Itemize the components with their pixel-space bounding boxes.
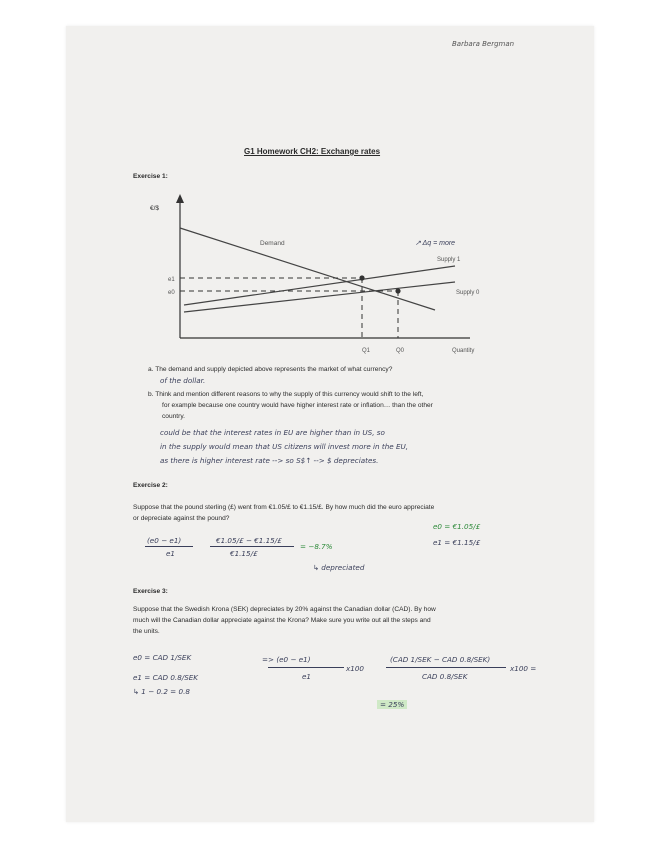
exercise2-formula-den: e1 [166, 549, 175, 558]
supply0-curve [184, 282, 455, 312]
q1-label: Q1 [362, 348, 371, 354]
supply1-curve [184, 266, 455, 305]
exercise2-calc-den: €1.15/£ [230, 549, 258, 558]
graph-handwritten-note: ↗ Δq = more [415, 240, 456, 247]
equilibrium-point-1 [359, 275, 364, 280]
answer-1b-line2: in the supply would mean that US citizens will invest more in the EU, [160, 442, 409, 451]
exercise3-question-line2: much will the Canadian dollar appreciate against the Krona? Make sure you write out all the steps and [133, 617, 431, 624]
exercise2-question-line2: or depreciate against the pound? [133, 515, 230, 522]
demand-label: Demand [260, 240, 285, 247]
document-title: G1 Homework CH2: Exchange rates [244, 147, 381, 156]
exercise2-result: = −8.7% [300, 542, 333, 551]
e1-label: e1 [168, 277, 175, 283]
exercise2-calc-num: €1.05/£ − €1.15/£ [216, 536, 282, 545]
exercise2-conclusion: ↳ depreciated [313, 563, 365, 572]
exercise3-question-line3: the units. [133, 628, 160, 635]
exercise3-formula-num: => (e0 − e1) [262, 655, 311, 664]
exercise3-calc-den: CAD 0.8/SEK [422, 672, 468, 681]
equilibrium-point-0 [395, 288, 400, 293]
exercise3-e1: e1 = CAD 0.8/SEK [133, 673, 199, 682]
exercise3-heading: Exercise 3: [133, 588, 168, 595]
answer-1b-line3: as there is higher interest rate --> so S$↑ --> $ depreciates. [160, 456, 379, 465]
e0-label: e0 [168, 290, 175, 296]
y-axis-label: €/$ [150, 205, 160, 212]
question-1b-line2: for example because one country would have higher interest rate or inflation… than the other [162, 402, 433, 409]
exercise2-heading: Exercise 2: [133, 482, 168, 489]
exercise3-formula-bar [268, 667, 344, 668]
exercise3-e0: e0 = CAD 1/SEK [133, 653, 192, 662]
question-1b-line3: country. [162, 413, 185, 420]
supply-demand-graph [150, 190, 490, 360]
supply0-label: Supply 0 [456, 290, 480, 296]
exercise2-question-line1: Suppose that the pound sterling (£) went from €1.05/£ to €1.15/£. By how much did the euro appreciate [133, 504, 435, 511]
answer-1a: of the dollar. [160, 376, 206, 385]
exercise3-x100-end: x100 = [510, 664, 537, 673]
exercise2-formula-bar [145, 546, 193, 547]
exercise2-formula-num: (e0 − e1) [147, 536, 182, 545]
exercise3-calc-bar [386, 667, 506, 668]
question-1a: a. The demand and supply depicted above represents the market of what currency? [148, 366, 393, 373]
question-1b-line1: b. Think and mention different reasons to why the supply of this currency would shift to the left, [148, 391, 424, 398]
document-page [66, 26, 594, 822]
supply1-label: Supply 1 [437, 257, 461, 263]
exercise3-calc-num: (CAD 1/SEK − CAD 0.8/SEK) [390, 655, 491, 664]
demand-curve [180, 228, 435, 310]
exercise2-given-e0: e0 = €1.05/£ [433, 522, 481, 531]
x-axis-label: Quantity [452, 348, 475, 354]
y-axis-arrow [176, 194, 184, 203]
exercise3-question-line1: Suppose that the Swedish Krona (SEK) depreciates by 20% against the Canadian dollar (CAD). By how [133, 606, 436, 613]
exercise3-result: = 25% [377, 700, 407, 709]
exercise2-calc-bar [210, 546, 294, 547]
exercise3-x100: x100 [346, 664, 364, 673]
q0-label: Q0 [396, 348, 405, 354]
exercise2-given-e1: e1 = €1.15/£ [433, 538, 481, 547]
exercise1-heading: Exercise 1: [133, 173, 168, 180]
answer-1b-line1: could be that the interest rates in EU are higher than in US, so [160, 428, 385, 437]
author-signature: Barbara Bergman [452, 40, 515, 48]
exercise3-formula-den: e1 [302, 672, 311, 681]
exercise3-calc: ↳ 1 − 0.2 = 0.8 [133, 687, 190, 696]
